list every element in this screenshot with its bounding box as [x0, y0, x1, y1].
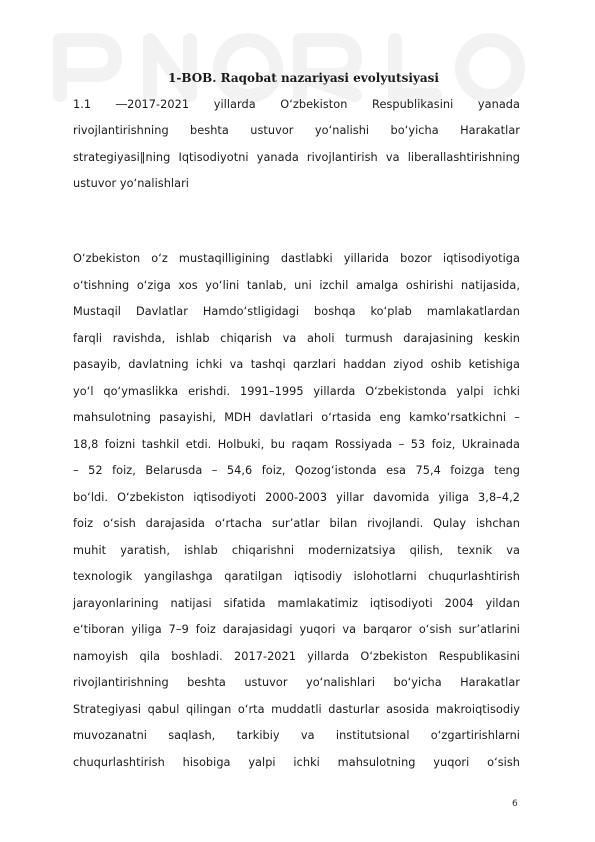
- paragraph-line: yo‘l qo‘ymaslikka erishdi. 1991–1995 yillarda O‘zbekistonda yalpi ichki: [73, 385, 520, 398]
- section-heading-line: ustuvor yo‘nalishlari: [73, 177, 189, 190]
- paragraph-line: farqli ravishda, ishlab chiqarish va aholi turmush darajasining keskin: [73, 332, 520, 345]
- paragraph-line: namoyish qila boshladi. 2017-2021 yillarda O‘zbekiston Respublikasini: [73, 650, 520, 663]
- paragraph-line: 18,8 foizni tashkil etdi. Holbuki, bu raqam Rossiyada – 53 foiz, Ukrainada: [73, 438, 520, 451]
- paragraph-line: jarayonlarining natijasi sifatida mamlakatimiz iqtisodiyoti 2004 yildan: [73, 597, 520, 610]
- paragraph-line: e‘tiboran yiliga 7–9 foiz darajasidagi yuqori va barqaror o‘sish sur’atlarini: [73, 623, 520, 636]
- chapter-title: 1-BOB. Raqobat nazariyasi evolyutsiyasi: [168, 71, 439, 85]
- page-number: 6: [512, 799, 518, 809]
- paragraph-line: foiz o‘sish darajasida o‘rtacha sur’atlar bilan rivojlandi. Qulay ishchan: [73, 517, 520, 530]
- paragraph-line: pasayib, davlatning ichki va tashqi qarzlari haddan ziyod oshib ketishiga: [73, 358, 520, 371]
- section-heading-line: rivojlantirishning beshta ustuvor yo‘nalishi bo‘yicha Harakatlar: [73, 124, 520, 137]
- paragraph-line: texnologik yangilashga qaratilgan iqtisodiy islohotlarni chuqurlashtirish: [73, 570, 520, 583]
- paragraph-line: Strategiyasi qabul qilingan o‘rta muddatli dasturlar asosida makroiqtisodiy: [73, 703, 520, 716]
- paragraph-line: chuqurlashtirish hisobiga yalpi ichki mahsulotning yuqori o‘sish: [73, 756, 520, 769]
- paragraph-line: O‘zbekiston o‘z mustaqilligining dastlabki yillarida bozor iqtisodiyotiga: [73, 252, 520, 265]
- paragraph-line: muhit yaratish, ishlab chiqarishni modernizatsiya qilish, texnik va: [73, 544, 520, 557]
- paragraph-line: bo‘ldi. O‘zbekiston iqtisodiyoti 2000-2003 yillar davomida yiliga 3,8–4,2: [73, 491, 520, 504]
- section-heading-line: 1.1 ―2017-2021 yillarda O‘zbekiston Respublikasini yanada: [73, 98, 520, 111]
- paragraph-line: muvozanatni saqlash, tarkibiy va institutsional o‘zgartirishlarni: [73, 729, 520, 742]
- paragraph-line: – 52 foiz, Belarusda – 54,6 foiz, Qozog‘istonda esa 75,4 foizga teng: [73, 464, 520, 477]
- paragraph-line: rivojlantirishning beshta ustuvor yo‘nalishlari bo‘yicha Harakatlar: [73, 676, 520, 689]
- paragraph-line: mahsulotning pasayishi, MDH davlatlari o‘rtasida eng kamko‘rsatkichni –: [73, 411, 520, 424]
- paragraph-line: Mustaqil Davlatlar Hamdo‘stligidagi boshqa ko‘plab mamlakatlardan: [73, 305, 520, 318]
- paragraph-line: o‘tishning o‘ziga xos yo‘lini tanlab, uni izchil amalga oshirishi natijasida,: [73, 279, 520, 292]
- section-heading-line: strategiyasi‖ning Iqtisodiyotni yanada rivojlantirish va liberallashtirishning: [73, 151, 520, 164]
